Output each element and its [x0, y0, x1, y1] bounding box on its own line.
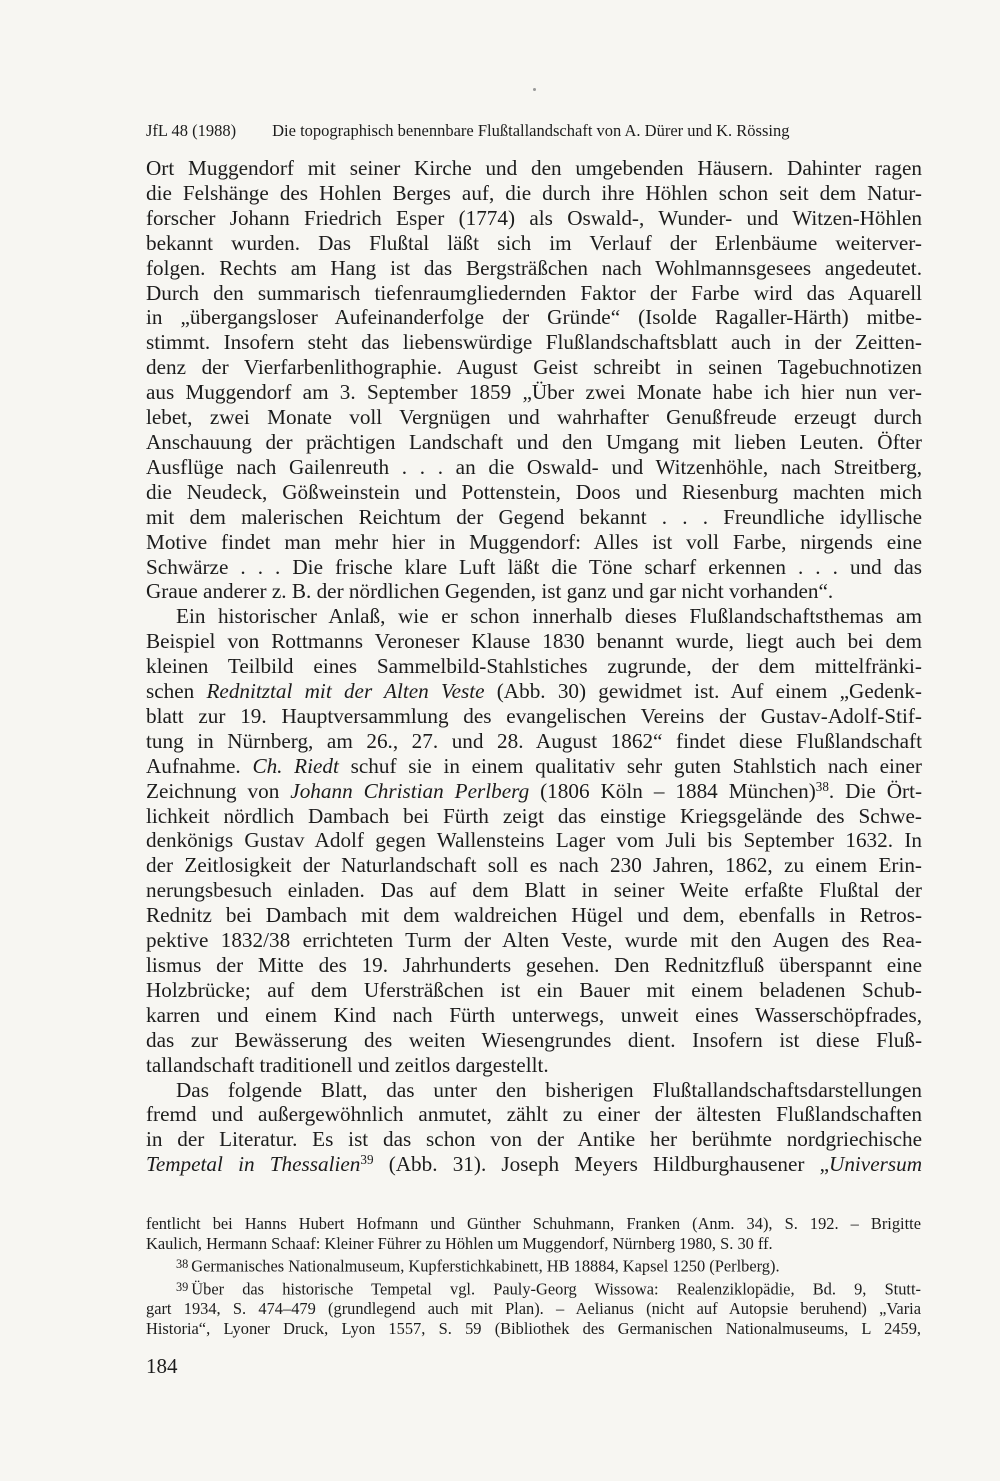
text-line: [146, 1003, 922, 1028]
text-run: (1806 Köln – 1884 München): [529, 778, 816, 803]
text-run: Ort Muggendorf mit seiner Kirche und den umgebenden Häusern. Dahinter ragen: [146, 156, 922, 180]
text-line: [146, 804, 922, 829]
text-run: denkönigs Gustav Adolf gegen Wallensteins Lager vom Juli bis September 1632. In: [146, 828, 922, 853]
text-run: lismus der Mitte des 19. Jahrhunderts gesehen. Den Rednitzfluß überspannt eine: [146, 953, 922, 977]
text-run: kleinen Teilbild eines Sammelbild-Stahlstiches zugrunde, der dem mittelfränki-: [146, 654, 922, 679]
footnote-ref: 39: [360, 1152, 374, 1168]
footnote-line: [146, 1299, 921, 1319]
footnote-text: Über das historische Tempetal vgl. Pauly-Georg Wissowa: Realenziklopädie, Bd. 9, Stutt-: [191, 1279, 921, 1299]
text-run: karren und einem Kind nach Fürth unterwegs, unweit eines Wasserschöpfrades,: [146, 1002, 922, 1027]
text-run: Aufnahme.: [146, 753, 253, 778]
text-run: bekannt wurden. Das Flußtal läßt sich im Verlauf der Erlenbäume weiterver-: [146, 230, 922, 255]
text-run: tallandschaft traditionell und zeitlos dargestellt.: [146, 1052, 549, 1077]
article-title: Die topographisch benennbare Flußtallandschaft von A. Dürer und K. Rössing: [272, 121, 790, 140]
text-line: [146, 1028, 922, 1053]
text-run: (Abb. 30) gewidmet ist. Auf einem „Gedenk-: [484, 679, 922, 704]
text-run: Graue anderer z. B. der nördlichen Gegenden, ist ganz und gar nicht vorhanden“.: [146, 579, 834, 604]
text-line: [146, 1102, 922, 1127]
text-run: Ausflüge nach Gailenreuth . . . an die Oswald- und Witzenhöhle, nach Streitberg,: [146, 454, 922, 479]
text-line: [146, 1127, 922, 1152]
footnote-line: [146, 1319, 921, 1339]
text-run: Beispiel von Rottmanns Veroneser Klause 1830 benannt wurde, liegt auch bei dem: [146, 629, 922, 654]
text-line: [146, 530, 922, 555]
text-line: [146, 729, 922, 754]
text-run: blatt zur 19. Hauptversammlung des evangelischen Vereins der Gustav-Adolf-Stif-: [146, 703, 922, 728]
page-number: 184: [146, 1354, 178, 1378]
text-line: [146, 704, 922, 729]
text-run: der Zeitlosigkeit der Naturlandschaft soll es nach 230 Jahren, 1862, zu einem Erin-: [146, 853, 922, 878]
text-line: [146, 380, 922, 405]
italic-title: Ch. Riedt: [252, 753, 339, 778]
text-run: in „übergangsloser Aufeinanderfolge der Gründe“ (Isolde Ragaller-Härth) mitbe-: [146, 305, 922, 330]
text-line: [146, 555, 922, 580]
text-line: [146, 604, 922, 629]
text-run: in der Literatur. Es ist das schon von der Antike her berühmte nordgriechische: [146, 1127, 922, 1152]
text-line: [146, 430, 922, 455]
text-line: [146, 679, 922, 704]
text-line: [146, 156, 922, 181]
text-line: [146, 828, 922, 853]
text-line: [146, 579, 922, 604]
text-run: Motive findet man mehr hier in Muggendorf: Alles ist voll Farbe, nirgends eine: [146, 529, 922, 554]
text-line: [146, 181, 922, 206]
text-run: tung in Nürnberg, am 26., 27. und 28. August 1862“ findet diese Flußlandschaft: [146, 728, 922, 753]
text-run: (Abb. 31). Joseph Meyers Hildburghausener „: [373, 1152, 830, 1177]
text-line: [146, 281, 922, 306]
text-run: Ein historischer Anlaß, wie er schon innerhalb dieses Flußlandschaftsthemas am: [176, 604, 922, 629]
italic-title: Rednitztal mit der Alten Veste: [206, 679, 485, 704]
footnote-line: [146, 1214, 921, 1234]
body-text: [146, 156, 922, 1177]
text-line: [146, 629, 922, 654]
text-run: Schwärze . . . Die frische klare Luft läßt die Töne scharf erkennen . . . und das: [146, 554, 922, 579]
text-line: [146, 355, 922, 380]
text-line: [146, 256, 922, 281]
footnote-line: [146, 1254, 921, 1277]
text-run: mit dem malerischen Reichtum der Gegend bekannt . . . Freundliche idyllische: [146, 504, 922, 529]
footnote-text: fentlicht bei Hanns Hubert Hofmann und Günther Schuhmann, Franken (Anm. 34), S. 192. – Brigitte: [146, 1214, 921, 1233]
text-line: [146, 928, 922, 953]
text-line: [146, 1053, 922, 1078]
text-line: [146, 754, 922, 779]
text-run: Das folgende Blatt, das unter den bisherigen Flußtallandschaftsdarstellungen: [176, 1077, 922, 1102]
text-line: [146, 978, 922, 1003]
text-run: Anschauung der prächtigen Landschaft und den Umgang mit lieben Leuten. Öfter: [146, 429, 922, 454]
text-line: [146, 305, 922, 330]
text-run: fremd und außergewöhnlich anmutet, zählt zu einer der ältesten Flußlandschaften: [146, 1102, 922, 1127]
text-run: pektive 1832/38 errichteten Turm der Alten Veste, wurde mit den Augen des Rea-: [146, 928, 922, 953]
text-line: [146, 455, 922, 480]
footnotes: [146, 1214, 921, 1339]
text-line: [146, 206, 922, 231]
text-run: denz der Vierfarbenlithographie. August Geist schreibt in seinen Tagebuchnotizen: [146, 355, 922, 380]
footnote-number: 39: [176, 1279, 189, 1294]
text-run: schen: [146, 679, 207, 704]
text-run: Holzbrücke; auf dem Ufersträßchen ist ein Bauer mit einem beladenen Schub-: [146, 977, 922, 1002]
text-run: lichkeit nördlich Dambach bei Fürth zeigt das einstige Kriegsgelände des Schwe-: [146, 803, 922, 828]
text-run: folgen. Rechts am Hang ist das Bergsträßchen nach Wohlmannsgesees angedeutet.: [146, 255, 922, 280]
footnote-line: [146, 1234, 921, 1254]
text-line: [146, 903, 922, 928]
text-run: die Neudeck, Gößweinstein und Pottenstein, Doos und Riesenburg machten mich: [146, 479, 922, 504]
text-line: [146, 654, 922, 679]
text-run: nerungsbesuch einladen. Das auf dem Blatt in seiner Weite erfaßte Flußtal der: [146, 878, 922, 903]
italic-title: Johann Christian Perlberg: [290, 778, 530, 803]
text-run: Zeichnung von: [146, 778, 291, 803]
text-line: [146, 1078, 922, 1103]
text-line: [146, 779, 922, 804]
text-line: [146, 231, 922, 256]
footnote-number: 38: [176, 1257, 189, 1271]
journal-reference: JfL 48 (1988): [146, 121, 237, 140]
footnote-line: [146, 1277, 921, 1300]
text-line: [146, 405, 922, 430]
text-run: . Die Ört-: [828, 778, 923, 803]
text-line: [146, 878, 922, 903]
text-line: [146, 480, 922, 505]
footnote-ref: 38: [815, 778, 829, 794]
text-run: Rednitz bei Dambach mit dem waldreichen Hügel und dem, ebenfalls in Retros-: [146, 903, 922, 928]
italic-title: Tempetal in Thessalien: [146, 1152, 361, 1177]
text-run: die Felshänge des Hohlen Berges auf, die durch ihre Höhlen schon seit dem Natur-: [146, 180, 922, 205]
footnote-text: Historia“, Lyoner Druck, Lyon 1557, S. 59 (Bibliothek des Germanischen Nationalmuseums, L 2459,: [146, 1319, 921, 1339]
text-run: aus Muggendorf am 3. September 1859 „Über zwei Monate habe ich hier nun ver-: [146, 380, 922, 405]
text-run: das zur Bewässerung des weiten Wiesengrundes dient. Insofern ist diese Fluß-: [146, 1027, 922, 1052]
text-line: [146, 330, 922, 355]
footnote-text: gart 1934, S. 474–479 (grundlegend auch mit Plan). – Aelianus (nicht auf Autopsie beruhend) „Varia: [146, 1299, 921, 1319]
footnote-text: Germanisches Nationalmuseum, Kupferstichkabinett, HB 18884, Kapsel 1250 (Perlberg).: [191, 1256, 780, 1276]
paper-speck: [533, 88, 536, 91]
text-line: [146, 853, 922, 878]
text-line: [146, 953, 922, 978]
text-run: lebet, zwei Monate voll Vergnügen und wahrhafter Genußfreude erzeugt durch: [146, 405, 922, 430]
footnote-text: Kaulich, Hermann Schaaf: Kleiner Führer zu Höhlen um Muggendorf, Nürnberg 1980, S. 30 ff.: [146, 1234, 773, 1253]
running-header: [146, 121, 906, 141]
italic-title: Universum: [829, 1152, 922, 1177]
text-run: stimmt. Insofern steht das liebenswürdige Flußlandschaftsblatt auch in der Zeitten-: [146, 330, 922, 355]
text-run: schuf sie in einem qualitativ sehr guten Stahlstich nach einer: [338, 753, 922, 778]
text-line: [146, 1152, 922, 1177]
text-run: Durch den summarisch tiefenraumgliedernden Faktor der Farbe wird das Aquarell: [146, 280, 922, 305]
text-run: forscher Johann Friedrich Esper (1774) als Oswald-, Wunder- und Witzen-Höhlen: [146, 205, 922, 230]
text-line: [146, 505, 922, 530]
